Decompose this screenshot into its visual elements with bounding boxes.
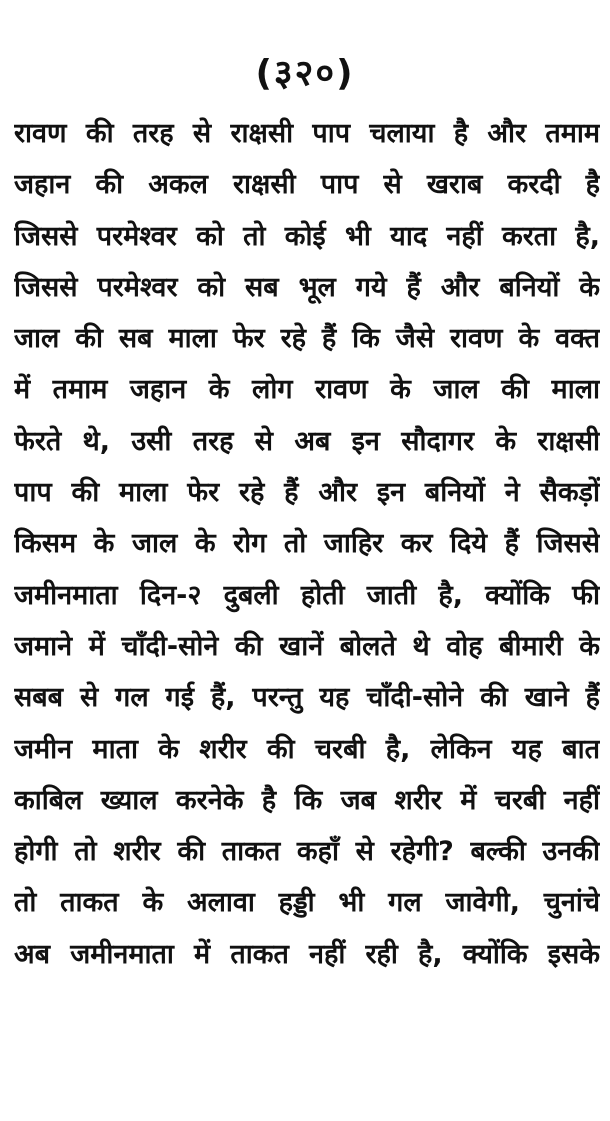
- page-number: (३२०): [255, 53, 355, 94]
- text-line: जमीन माता के शरीर की चरबी है, लेकिन यह बात: [14, 733, 600, 765]
- text-line: अब जमीनमाता में ताकत नहीं रही है, क्योंकि इसके: [14, 938, 600, 970]
- text-line: जिससे परमेश्वर को सब भूल गये हैं और बनियों के: [14, 271, 600, 303]
- text-line: काबिल ख्याल करनेके है कि जब शरीर में चरबी नहीं: [14, 784, 600, 816]
- text-line: जाल की सब माला फेर रहे हैं कि जैसे रावण के वक्त: [14, 323, 600, 355]
- text-line: जमीनमाता दिन-२ दुबली होती जाती है, क्योंकि फी: [14, 579, 600, 611]
- text-line: रावण की तरह से राक्षसी पाप चलाया है और तमाम: [14, 118, 600, 149]
- text-line: तो ताकत के अलावा हड्डी भी गल जावेगी, चुनांचे: [14, 887, 600, 919]
- text-line: पाप की माला फेर रहे हैं और इन बनियों ने सैकड़ों: [14, 477, 600, 509]
- text-line: होगी तो शरीर की ताकत कहाँ से रहेगी? बल्की उनकी: [14, 836, 600, 868]
- text-line: जमाने में चाँदी-सोने की खानें बोलते थे वोह बीमारी के: [14, 630, 600, 662]
- text-line: में तमाम जहान के लोग रावण के जाल की माला: [14, 374, 600, 406]
- text-line: जहान की अकल राक्षसी पाप से खराब करदी है: [14, 169, 600, 201]
- text-line: किसम के जाल के रोग तो जाहिर कर दिये हैं जिससे: [14, 528, 600, 560]
- body-text: [14, 108, 600, 980]
- text-line: सबब से गल गई हैं, परन्तु यह चाँदी-सोने की खाने हैं: [14, 682, 600, 714]
- text-line: फेरते थे, उसी तरह से अब इन सौदागर के राक्षसी: [14, 425, 600, 457]
- text-line: जिससे परमेश्वर को तो कोई भी याद नहीं करता है,: [14, 220, 600, 252]
